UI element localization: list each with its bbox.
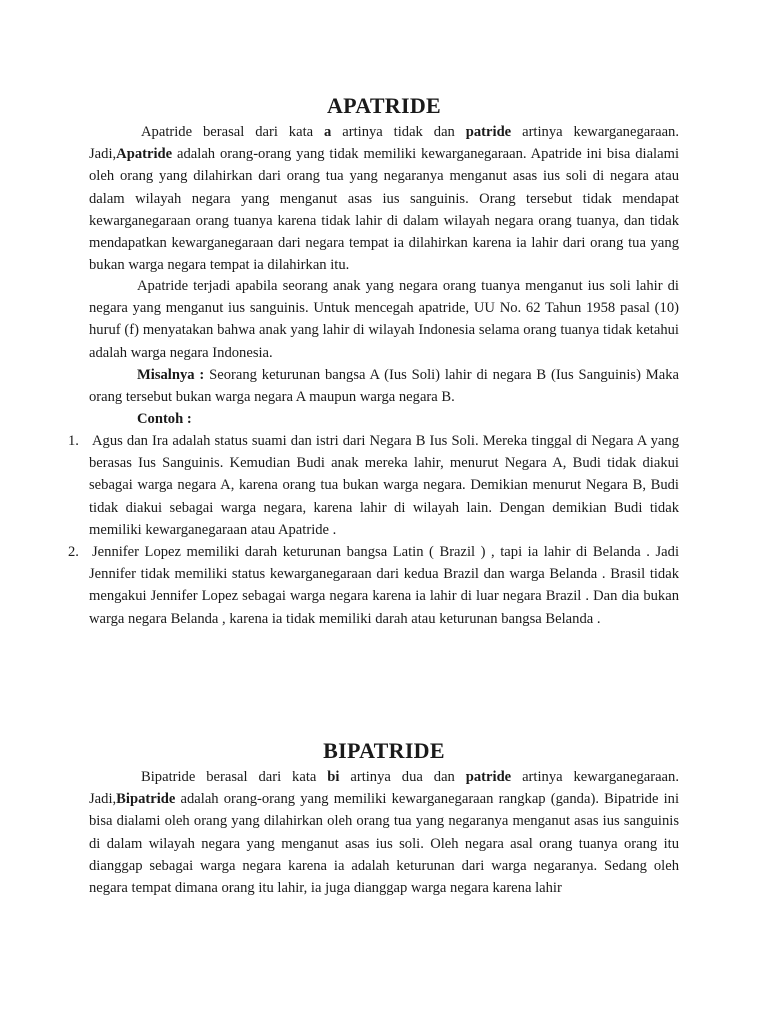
contoh-label bbox=[89, 408, 679, 430]
text-span: adalah orang-orang yang memiliki kewarganegaraan rangkap (ganda). Bipatride ini bisa dialami oleh orang yang dilahirkan oleh orang tua yang negaranya menganut asas ius sanguinis di dalam wilayah negara yang menganut asas ius soli. Oleh negara asal orang tuanya orang itu dianggap sebagai warga negara karena ia adalah keturunan dari warga negaranya. Sedang oleh negara tempat dimana orang itu lahir, ia juga dianggap warga negara karena lahir bbox=[89, 791, 679, 897]
text-span: artinya kewarganegaraan. Jadi, bbox=[89, 124, 679, 163]
apatride-example-paragraph bbox=[89, 364, 679, 408]
text-span: artinya kewarganegaraan. Jadi, bbox=[89, 769, 679, 808]
list-item: Jennifer Lopez memiliki darah keturunan bangsa Latin ( Brazil ) , tapi ia lahir di Belanda . Jadi Jennifer tidak memiliki status kewarganegaraan dari kedua Brazil dan warga Belanda . Brasil tidak mengakui Jennifer Lopez sebagai warga negara karena ia lahir di luar negara Brazil . Dan dia bukan warga negara Belanda , karena ia tidak memiliki darah atau keturunan bangsa Belanda . bbox=[89, 544, 679, 627]
list-number: 2. bbox=[68, 544, 79, 560]
bipatride-title: BIPATRIDE bbox=[323, 738, 445, 763]
text-span: Bipatride berasal dari kata bbox=[141, 769, 328, 785]
text-span: artinya tidak dan bbox=[331, 124, 466, 140]
text-span: adalah orang-orang yang tidak memiliki kewarganegaraan. Apatride ini bisa dialami oleh orang yang dilahirkan dari orang tua yang negaranya menganut asas ius soli di negara atau dalam wilayah negara yang menganut asas ius sanguinis. Orang tersebut tidak mendapat kewarganegaraan orang tuanya karena tidak lahir di dalam wilayah negara orang tuanya, dan tidak mendapatkan kewarganegaraan dari negara tempat ia dilahirkan karena ia lahir dari orang tua yang bukan warga negara tempat ia dilahirkan itu. bbox=[89, 146, 679, 274]
bold-term: bi bbox=[327, 769, 340, 785]
bold-term: patride bbox=[465, 769, 512, 785]
bold-term: Bipatride bbox=[116, 791, 176, 808]
text-span: artinya dua dan bbox=[339, 769, 466, 785]
example-label: Misalnya : bbox=[137, 367, 205, 383]
bipatride-paragraph-1 bbox=[89, 766, 679, 899]
text-span: Apatride berasal dari kata bbox=[141, 124, 325, 140]
bold-term: Apatride bbox=[116, 146, 173, 163]
bold-term: a bbox=[324, 124, 332, 140]
bold-term: patride bbox=[465, 124, 512, 140]
contoh-label-text: Contoh : bbox=[137, 411, 192, 427]
apatride-title: APATRIDE bbox=[326, 93, 442, 118]
list-number: 1. bbox=[68, 433, 79, 449]
apatride-paragraph-1 bbox=[89, 121, 679, 276]
text-span: Seorang keturunan bangsa A (Ius Soli) lahir di negara B (Ius Sanguinis) Maka orang tersebut bukan warga negara A maupun warga negara B. bbox=[89, 367, 679, 406]
list-item: Agus dan Ira adalah status suami dan istri dari Negara B Ius Soli. Mereka tinggal di Negara A yang berasas Ius Sanguinis. Kemudian Budi anak mereka lahir, menurut Negara A, Budi tidak diakui sebagai warga negara A, karena orang tua bukan warga negara. Demikian menurut Negara B, Budi tidak diakui sebagai warga negara, karena lahir di wilayah lain. Dengan demikian Budi tidak memiliki kewarganegaraan atau Apatride . bbox=[89, 433, 679, 538]
apatride-paragraph-2: Apatride terjadi apabila seorang anak yang negara orang tuanya menganut ius soli lahir di negara yang menganut ius sanguinis. Untuk mencegah apatride, UU No. 62 Tahun 1958 pasal (10) huruf (f) menyatakan bahwa anak yang lahir di wilayah Indonesia selama orang tuanya tidak ketahui adalah warga negara Indonesia. bbox=[89, 278, 679, 361]
